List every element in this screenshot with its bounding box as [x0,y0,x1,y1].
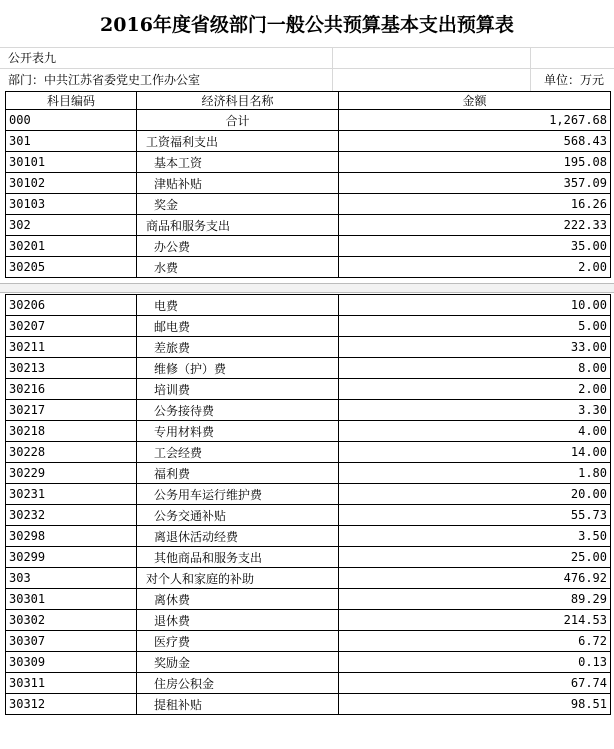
table-row [6,694,611,715]
row-code: 30228 [6,442,137,463]
table-row [6,484,611,505]
row-name: 津贴补贴 [137,173,339,194]
table-row [6,568,611,589]
row-amount: 6.72 [339,631,611,652]
row-code: 30103 [6,194,137,215]
row-amount: 5.00 [339,316,611,337]
row-name: 邮电费 [137,316,339,337]
table-row [6,337,611,358]
row-name: 工会经费 [137,442,339,463]
row-name: 专用材料费 [137,421,339,442]
row-name: 公务用车运行维护费 [137,484,339,505]
row-code: 30213 [6,358,137,379]
table-row [6,316,611,337]
row-amount: 98.51 [339,694,611,715]
row-code: 301 [6,131,137,152]
row-code: 30211 [6,337,137,358]
row-code: 30302 [6,610,137,631]
table-number: 公开表九 [8,51,57,65]
row-name: 离退休活动经费 [137,526,339,547]
table-row [6,257,611,278]
row-code: 30232 [6,505,137,526]
row-amount: 214.53 [339,610,611,631]
row-code: 000 [6,110,137,131]
table-row [6,610,611,631]
grid-line [0,47,614,48]
row-name: 医疗费 [137,631,339,652]
table-row [6,631,611,652]
table-row [6,152,611,173]
grid-line [332,47,333,91]
row-amount: 14.00 [339,442,611,463]
table-row [6,589,611,610]
row-amount: 3.30 [339,400,611,421]
row-code: 30301 [6,589,137,610]
row-name: 福利费 [137,463,339,484]
header-code: 科目编码 [6,92,137,110]
grid-line [0,68,614,69]
row-name: 奖金 [137,194,339,215]
row-name: 离休费 [137,589,339,610]
table-row [6,295,611,316]
row-name: 公务接待费 [137,400,339,421]
page-break-gap [0,283,614,293]
grid-line [530,47,531,91]
row-amount: 1,267.68 [339,110,611,131]
row-code: 30201 [6,236,137,257]
table-row [6,358,611,379]
row-name: 培训费 [137,379,339,400]
row-name: 住房公积金 [137,673,339,694]
row-name: 差旅费 [137,337,339,358]
header-name: 经济科目名称 [137,92,339,110]
table-row [6,131,611,152]
row-code: 30229 [6,463,137,484]
table-row [6,652,611,673]
row-amount: 3.50 [339,526,611,547]
row-amount: 35.00 [339,236,611,257]
row-code: 30207 [6,316,137,337]
table-row [6,505,611,526]
table-row [6,463,611,484]
row-amount: 4.00 [339,421,611,442]
budget-table-bottom [5,294,611,715]
budget-table-top [5,91,611,278]
row-amount: 89.29 [339,589,611,610]
department-label: 部门：中共江苏省委党史工作办公室 [8,73,201,87]
row-amount: 67.74 [339,673,611,694]
table-row [6,442,611,463]
row-amount: 10.00 [339,295,611,316]
row-code: 30309 [6,652,137,673]
row-name: 基本工资 [137,152,339,173]
row-code: 30312 [6,694,137,715]
row-amount: 195.08 [339,152,611,173]
table-row [6,400,611,421]
row-amount: 20.00 [339,484,611,505]
row-name: 电费 [137,295,339,316]
row-code: 30307 [6,631,137,652]
row-amount: 222.33 [339,215,611,236]
page-title: 2016年度省级部门一般公共预算基本支出预算表 [100,14,514,36]
row-name: 退休费 [137,610,339,631]
row-code: 30205 [6,257,137,278]
row-code: 30218 [6,421,137,442]
row-code: 30206 [6,295,137,316]
row-code: 30217 [6,400,137,421]
table-row [6,526,611,547]
unit-label: 单位：万元 [543,73,604,87]
table-header-row [6,92,611,110]
row-amount: 33.00 [339,337,611,358]
table-row [6,215,611,236]
row-amount: 8.00 [339,358,611,379]
row-amount: 2.00 [339,257,611,278]
row-amount: 2.00 [339,379,611,400]
header-amount: 金额 [339,92,611,110]
row-amount: 16.26 [339,194,611,215]
row-code: 30101 [6,152,137,173]
row-code: 302 [6,215,137,236]
row-amount: 568.43 [339,131,611,152]
table-row [6,110,611,131]
row-code: 303 [6,568,137,589]
row-code: 30298 [6,526,137,547]
row-code: 30299 [6,547,137,568]
row-name: 维修（护）费 [137,358,339,379]
row-code: 30216 [6,379,137,400]
row-amount: 476.92 [339,568,611,589]
row-name: 公务交通补贴 [137,505,339,526]
table-row [6,547,611,568]
row-amount: 25.00 [339,547,611,568]
table-row [6,673,611,694]
table-row [6,236,611,257]
row-amount: 0.13 [339,652,611,673]
table-row [6,194,611,215]
table-row [6,421,611,442]
row-name: 办公费 [137,236,339,257]
row-name: 水费 [137,257,339,278]
row-name: 其他商品和服务支出 [137,547,339,568]
row-code: 30102 [6,173,137,194]
row-name: 合计 [137,110,339,131]
row-code: 30311 [6,673,137,694]
row-amount: 1.80 [339,463,611,484]
row-amount: 55.73 [339,505,611,526]
row-name: 提租补贴 [137,694,339,715]
row-name: 商品和服务支出 [137,215,339,236]
row-code: 30231 [6,484,137,505]
row-amount: 357.09 [339,173,611,194]
table-row [6,379,611,400]
row-name: 奖励金 [137,652,339,673]
table-row [6,173,611,194]
row-name: 工资福利支出 [137,131,339,152]
row-name: 对个人和家庭的补助 [137,568,339,589]
